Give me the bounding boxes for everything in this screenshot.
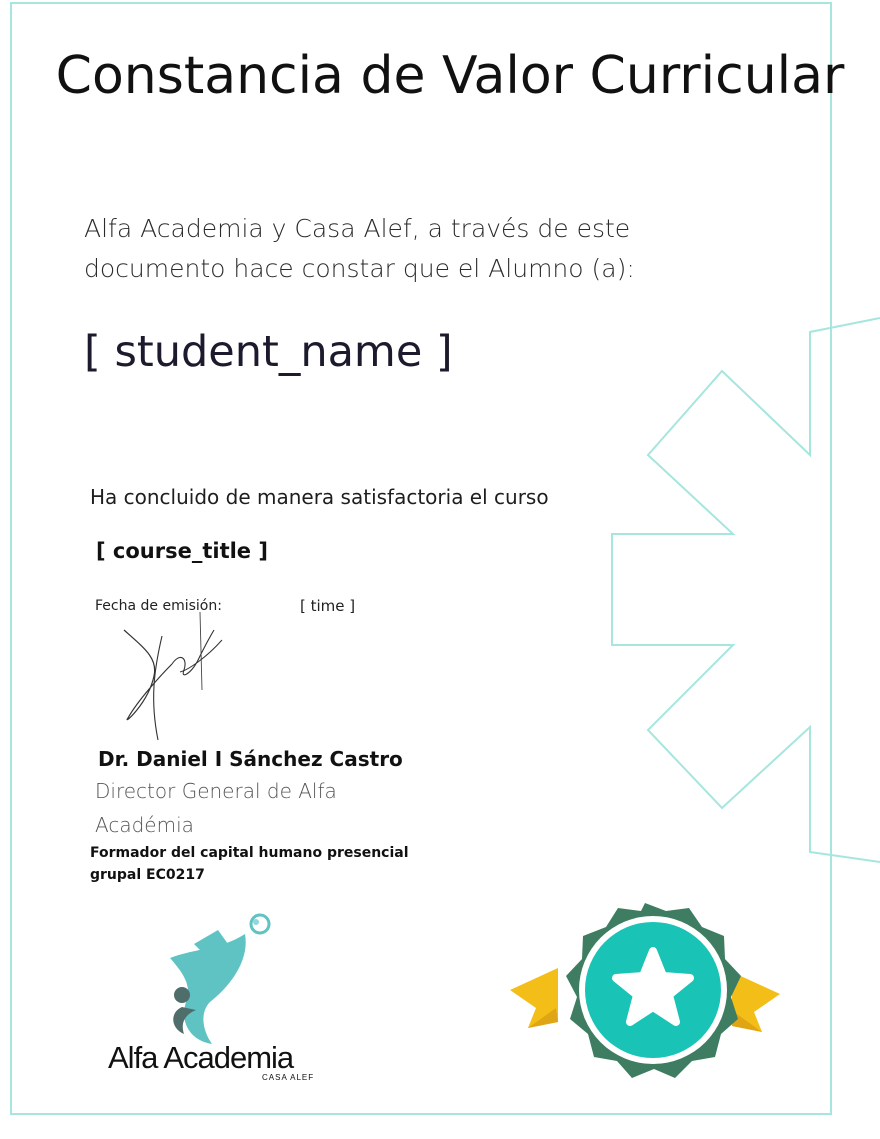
logo-subtitle: CASA ALEF — [262, 1073, 315, 1082]
issue-date-label: Fecha de emisión: — [95, 598, 222, 614]
student-name: [ student_name ] — [84, 327, 453, 377]
certificate-title: Constancia de Valor Curricular — [55, 46, 845, 106]
course-title: [ course_title ] — [96, 539, 268, 563]
signature-image — [110, 600, 230, 750]
signatory-certification: Formador del capital humano presencial grupal EC0217 — [90, 845, 409, 883]
intro-text: Alfa Academia y Casa Alef, a través de este documento hace constar que el Alumno (a): — [84, 214, 635, 283]
concluded-text: Ha concluido de manera satisfactoria el curso — [90, 485, 549, 509]
alfa-academia-logo — [100, 910, 290, 1050]
award-badge — [510, 888, 780, 1098]
signatory-name: Dr. Daniel I Sánchez Castro — [98, 747, 403, 771]
zigzag-decoration — [600, 300, 880, 880]
logo-text: Alfa Academia — [108, 1040, 294, 1075]
signatory-role: Director General de Alfa Académia — [95, 779, 337, 837]
issue-date-value: [ time ] — [300, 597, 356, 615]
